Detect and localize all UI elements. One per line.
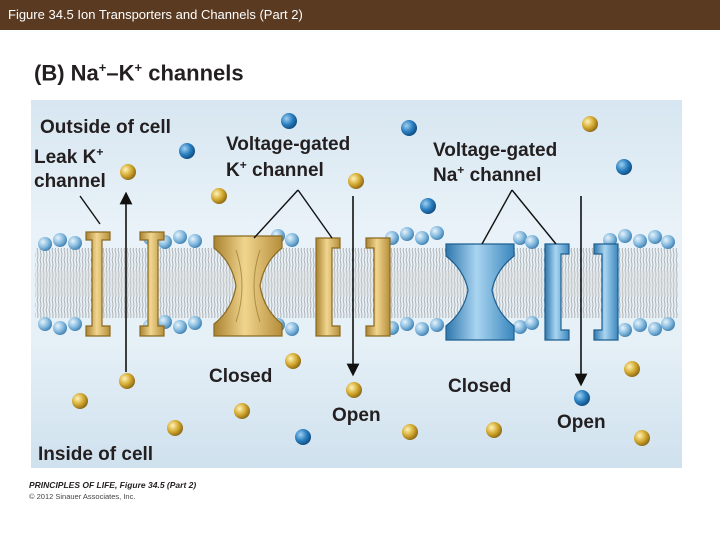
label-na-open: Open bbox=[557, 412, 606, 433]
label-vgna-line2: Na+ channel bbox=[433, 163, 542, 186]
heading-sup-1: + bbox=[98, 60, 107, 75]
label-inside-of-cell: Inside of cell bbox=[38, 444, 154, 465]
heading-sup-2: + bbox=[134, 60, 143, 75]
label-leak-channel: channel bbox=[34, 171, 106, 192]
heading-rest: channels bbox=[142, 60, 244, 86]
label-k-open: Open bbox=[332, 405, 381, 426]
credit-line-1: PRINCIPLES OF LIFE, Figure 34.5 (Part 2) bbox=[29, 480, 197, 490]
label-vgna-line1: Voltage-gated bbox=[433, 140, 558, 161]
label-outside-of-cell: Outside of cell bbox=[40, 117, 171, 138]
panel-letter: (B) bbox=[34, 60, 65, 86]
label-vgk-line1: Voltage-gated bbox=[226, 134, 351, 155]
heading-k: –K bbox=[106, 60, 135, 86]
label-k-closed: Closed bbox=[209, 366, 273, 387]
label-vgk-line2: K+ channel bbox=[226, 158, 324, 181]
slide-title: Figure 34.5 Ion Transporters and Channels (Part 2) bbox=[8, 7, 303, 22]
heading-na: Na bbox=[70, 60, 99, 86]
label-leak-k: Leak K+ bbox=[34, 145, 104, 168]
credit-line-2: © 2012 Sinauer Associates, Inc. bbox=[29, 492, 136, 501]
label-na-closed: Closed bbox=[448, 376, 512, 397]
figure-credit bbox=[29, 480, 196, 501]
